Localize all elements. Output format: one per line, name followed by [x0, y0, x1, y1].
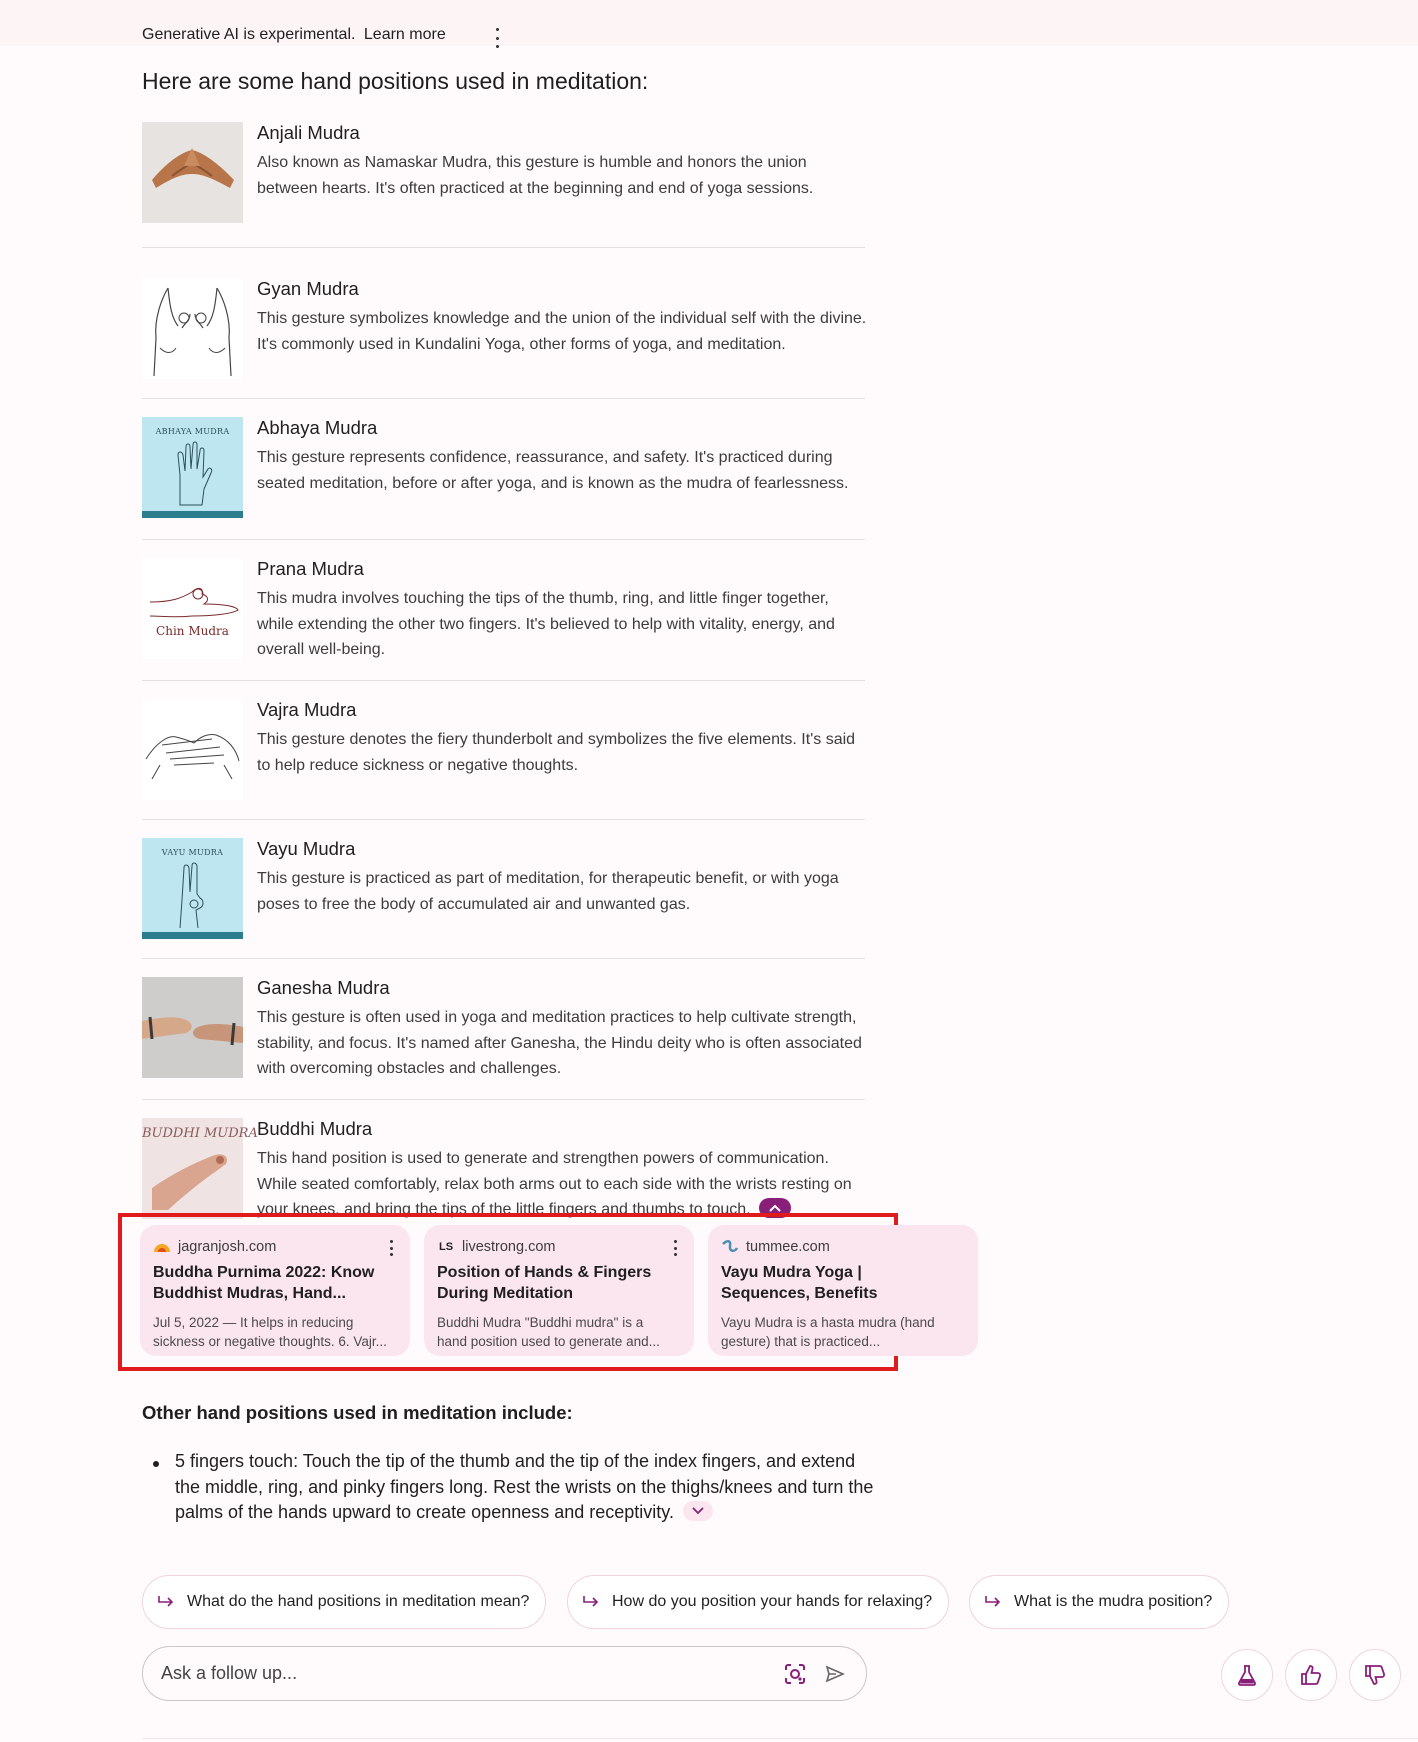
- list-item: [142, 540, 865, 681]
- mudra-title: Vayu Mudra: [257, 838, 356, 859]
- labs-button[interactable]: [1221, 1649, 1273, 1701]
- source-title: Position of Hands & Fingers During Meditation: [437, 1264, 652, 1302]
- mudra-title: Anjali Mudra: [257, 122, 360, 143]
- source-site: tummee.com: [746, 1239, 830, 1255]
- learn-more-link[interactable]: Learn more: [363, 26, 446, 43]
- suggestion-label: What do the hand positions in meditation mean?: [187, 1593, 530, 1610]
- list-item: [175, 1449, 875, 1526]
- source-snippet: Jul 5, 2022 — It helps in reducing sickness or negative thoughts. 6. Vajr...: [153, 1315, 387, 1349]
- expand-button[interactable]: [683, 1501, 713, 1521]
- divider: [142, 1738, 1418, 1739]
- source-snippet: Vayu Mudra is a hasta mudra (hand gesture) that is practiced...: [721, 1315, 935, 1349]
- suggestion-label: How do you position your hands for relaxing?: [612, 1593, 933, 1610]
- list-item: [142, 820, 865, 959]
- mudra-title: Prana Mudra: [257, 558, 364, 579]
- chin-mudra-caption: Chin Mudra: [156, 624, 229, 638]
- mudra-description: This mudra involves touching the tips of the thumb, ring, and little finger together, while extending the other two fingers. It's believed to help with vitality, energy, and overall well-being.: [257, 590, 835, 658]
- list-item: [142, 122, 865, 248]
- mudra-title: Gyan Mudra: [257, 278, 359, 299]
- more-vert-icon[interactable]: [390, 1240, 394, 1256]
- buddhi-mudra-image[interactable]: [142, 1118, 258, 1219]
- vayu-mudra-image[interactable]: [142, 838, 243, 939]
- reply-arrow-icon: [157, 1595, 175, 1609]
- follow-up-input[interactable]: [161, 1663, 768, 1684]
- thumbs-down-icon: [1364, 1664, 1386, 1686]
- livestrong-favicon-icon: LS: [438, 1241, 454, 1253]
- chevron-down-icon: [692, 1507, 704, 1515]
- mudra-title: Ganesha Mudra: [257, 977, 390, 998]
- source-site: jagranjosh.com: [178, 1239, 277, 1255]
- source-snippet: Buddhi Mudra "Buddhi mudra" is a hand position used to generate and...: [437, 1315, 660, 1349]
- mudra-description: This gesture denotes the fiery thunderbolt and symbolizes the five elements. It's said to help reduce sickness or negative thoughts.: [257, 731, 856, 774]
- list-item: [142, 959, 865, 1100]
- suggestion-label: What is the mudra position?: [1014, 1593, 1213, 1610]
- mudra-title: Vajra Mudra: [257, 699, 357, 720]
- abhaya-mudra-image[interactable]: [142, 417, 243, 518]
- mudra-description: This gesture is often used in yoga and meditation practices to help cultivate strength, stability, and focus. It's named after Ganesha, the Hindu deity who is often associated with overcoming obstacles and challenges.: [257, 1009, 862, 1077]
- jagranjosh-favicon-icon: [153, 1240, 171, 1254]
- reply-arrow-icon: [582, 1595, 600, 1609]
- reply-arrow-icon: [984, 1595, 1002, 1609]
- source-card[interactable]: [708, 1225, 978, 1356]
- prana-mudra-image[interactable]: [142, 558, 243, 659]
- mudra-title: Abhaya Mudra: [257, 417, 378, 438]
- mudra-description: This gesture is practiced as part of meditation, for therapeutic benefit, or with yoga poses to free the body of accumulated air and unwanted gas.: [257, 870, 839, 913]
- send-icon[interactable]: [822, 1661, 848, 1687]
- mudra-description: This gesture symbolizes knowledge and the union of the individual self with the divine. It's commonly used in Kundalini Yoga, other forms of yoga, and meditation.: [257, 310, 867, 353]
- mudra-description: This gesture represents confidence, reassurance, and safety. It's practiced during seated meditation, before or after yoga, and is known as the mudra of fearlessness.: [257, 449, 849, 492]
- source-cards: [140, 1225, 935, 1356]
- list-item: [142, 260, 865, 399]
- thumbs-up-button[interactable]: [1285, 1649, 1337, 1701]
- tummee-favicon-icon: [721, 1240, 739, 1254]
- suggestion-chip[interactable]: [567, 1575, 949, 1629]
- vajra-mudra-image[interactable]: [142, 699, 243, 800]
- ganesha-mudra-image[interactable]: [142, 977, 243, 1078]
- list-item: [142, 681, 865, 820]
- lens-icon[interactable]: [782, 1661, 808, 1687]
- vayu-mudra-caption: VAYU MUDRA: [161, 848, 224, 857]
- abhaya-mudra-caption: ABHAYA MUDRA: [155, 427, 230, 436]
- thumbs-down-button[interactable]: [1349, 1649, 1401, 1701]
- list-item: [142, 1100, 865, 1228]
- chevron-up-icon: [768, 1202, 782, 1214]
- mudra-title: Buddhi Mudra: [257, 1118, 373, 1139]
- mudra-description-text: This hand position is used to generate and strengthen powers of communication. While seated comfortably, relax both arms out to each side with the wrists resting on your knees, and bring the tips of the little fingers and thumbs to touch.: [257, 1150, 852, 1218]
- suggestion-chip[interactable]: [142, 1575, 546, 1629]
- source-title: Buddha Purnima 2022: Know Buddhist Mudras, Hand...: [153, 1264, 375, 1302]
- list-item: [142, 399, 865, 540]
- buddhi-mudra-caption: BUDDHI MUDRA: [142, 1126, 258, 1141]
- follow-up-bar: [142, 1646, 867, 1701]
- labs-flask-icon: [1237, 1664, 1257, 1686]
- source-card[interactable]: [140, 1225, 410, 1356]
- bullet-text: 5 fingers touch: Touch the tip of the thumb and the tip of the index fingers, and extend the middle, ring, and pinky fingers long. Rest the wrists on the thighs/knees and turn the palms of the hands upward to create openness and receptivity.: [175, 1451, 874, 1522]
- thumbs-up-icon: [1300, 1664, 1322, 1686]
- source-card[interactable]: [424, 1225, 694, 1356]
- mudra-description: Also known as Namaskar Mudra, this gesture is humble and honors the union between hearts. It's often practiced at the beginning and end of yoga sessions.: [257, 154, 814, 197]
- disclaimer-text: Generative AI is experimental.: [142, 26, 356, 43]
- source-site: livestrong.com: [462, 1239, 556, 1255]
- more-vert-icon[interactable]: [490, 28, 504, 48]
- answer-heading: Here are some hand positions used in meditation:: [142, 68, 649, 94]
- more-vert-icon[interactable]: [674, 1240, 678, 1256]
- ai-disclaimer: [142, 26, 446, 44]
- anjali-mudra-image[interactable]: [142, 122, 243, 223]
- mudra-list: [142, 122, 865, 1228]
- suggestion-chip[interactable]: [969, 1575, 1229, 1629]
- source-title: Vayu Mudra Yoga | Sequences, Benefits: [721, 1264, 878, 1302]
- gyan-mudra-image[interactable]: [142, 278, 243, 379]
- other-positions-heading: Other hand positions used in meditation include:: [142, 1402, 573, 1423]
- mudra-description: [257, 1146, 867, 1223]
